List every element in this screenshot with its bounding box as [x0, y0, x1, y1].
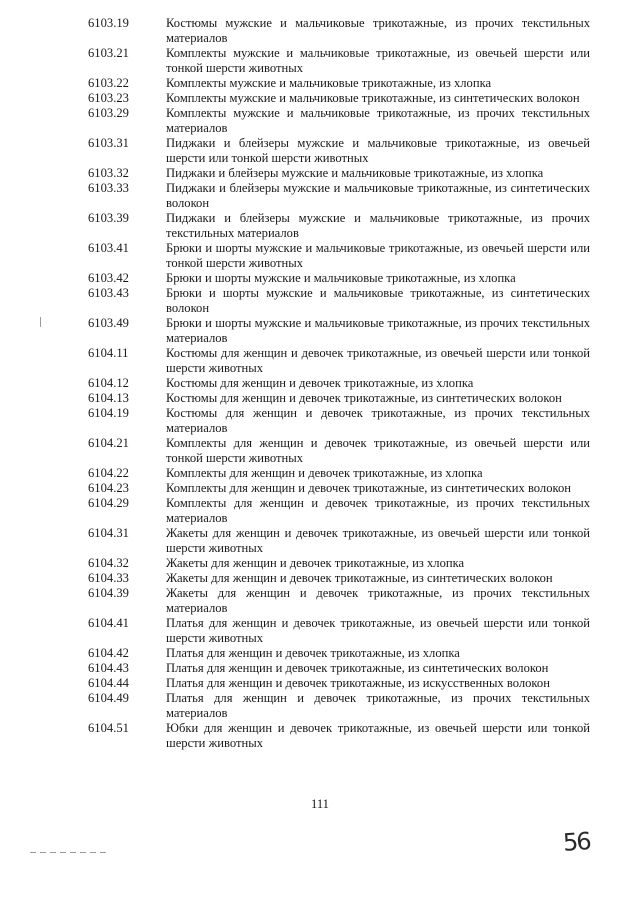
entry-code: 6103.42	[88, 271, 129, 285]
entry-description: Жакеты для женщин и девочек трикотажные, из прочих текстильных материалов	[166, 586, 590, 615]
code-entry	[88, 211, 590, 241]
entry-description: Брюки и шорты мужские и мальчиковые трикотажные, из хлопка	[166, 271, 516, 285]
entry-code: 6104.33	[88, 571, 129, 585]
entry-code: 6104.41	[88, 616, 129, 630]
entry-code: 6103.23	[88, 91, 129, 105]
entry-description: Платья для женщин и девочек трикотажные, из овечьей шерсти или тонкой шерсти животных	[166, 616, 590, 645]
entry-code: 6104.51	[88, 721, 129, 735]
entry-description: Костюмы для женщин и девочек трикотажные, из синтетических волокон	[166, 391, 562, 405]
code-entry	[88, 346, 590, 376]
entry-description: Костюмы для женщин и девочек трикотажные, из овечьей шерсти или тонкой шерсти животных	[166, 346, 590, 375]
code-entry	[88, 526, 590, 556]
code-entry	[88, 661, 590, 676]
code-entry	[88, 436, 590, 466]
entry-code: 6104.44	[88, 676, 129, 690]
handwritten-page-number: 56	[562, 827, 591, 857]
entry-code: 6103.49	[88, 316, 129, 330]
code-entry	[88, 466, 590, 481]
entry-description: Комплекты для женщин и девочек трикотажные, из прочих текстильных материалов	[166, 496, 590, 525]
entry-description: Юбки для женщин и девочек трикотажные, из овечьей шерсти или тонкой шерсти животных	[166, 721, 590, 750]
entry-description: Костюмы для женщин и девочек трикотажные, из прочих текстильных материалов	[166, 406, 590, 435]
code-entry	[88, 106, 590, 136]
entry-code: 6103.22	[88, 76, 129, 90]
entry-code: 6104.13	[88, 391, 129, 405]
code-entry	[88, 91, 590, 106]
code-entry	[88, 721, 590, 751]
code-entry	[88, 241, 590, 271]
entry-description: Комплекты мужские и мальчиковые трикотажные, из овечьей шерсти или тонкой шерсти животных	[166, 46, 590, 75]
scan-mark-dots	[30, 852, 110, 853]
entry-code: 6104.49	[88, 691, 129, 705]
entry-code: 6104.31	[88, 526, 129, 540]
entry-description: Комплекты для женщин и девочек трикотажные, из овечьей шерсти или тонкой шерсти животных	[166, 436, 590, 465]
entry-code: 6103.32	[88, 166, 129, 180]
code-entry	[88, 166, 590, 181]
entry-description: Пиджаки и блейзеры мужские и мальчиковые трикотажные, из хлопка	[166, 166, 544, 180]
entry-description: Платья для женщин и девочек трикотажные, из хлопка	[166, 646, 460, 660]
entry-description: Платья для женщин и девочек трикотажные, из искусственных волокон	[166, 676, 550, 690]
entry-description: Пиджаки и блейзеры мужские и мальчиковые трикотажные, из овечьей шерсти или тонкой шерсти животных	[166, 136, 590, 165]
code-entry	[88, 556, 590, 571]
entry-description: Комплекты мужские и мальчиковые трикотажные, из синтетических волокон	[166, 91, 580, 105]
code-entry	[88, 496, 590, 526]
code-entry	[88, 316, 590, 346]
entry-code: 6104.23	[88, 481, 129, 495]
entry-code: 6104.32	[88, 556, 129, 570]
entry-code: 6104.42	[88, 646, 129, 660]
code-entry	[88, 376, 590, 391]
entry-description: Жакеты для женщин и девочек трикотажные, из овечьей шерсти или тонкой шерсти животных	[166, 526, 590, 555]
entry-code: 6104.11	[88, 346, 129, 360]
entry-description: Комплекты для женщин и девочек трикотажные, из синтетических волокон	[166, 481, 572, 495]
entry-code: 6103.39	[88, 211, 129, 225]
entry-description: Брюки и шорты мужские и мальчиковые трикотажные, из синтетических волокон	[166, 286, 590, 315]
entry-description: Пиджаки и блейзеры мужские и мальчиковые трикотажные, из прочих текстильных материалов	[166, 211, 590, 240]
entry-code: 6103.33	[88, 181, 129, 195]
code-entry	[88, 136, 590, 166]
entry-code: 6103.41	[88, 241, 129, 255]
entry-code: 6104.43	[88, 661, 129, 675]
code-entry	[88, 391, 590, 406]
entry-description: Пиджаки и блейзеры мужские и мальчиковые трикотажные, из синтетических волокон	[166, 181, 590, 210]
code-entry	[88, 181, 590, 211]
entry-description: Жакеты для женщин и девочек трикотажные, из синтетических волокон	[166, 571, 553, 585]
scan-mark	[40, 317, 41, 327]
entry-code: 6103.21	[88, 46, 129, 60]
code-entry	[88, 46, 590, 76]
code-entry	[88, 406, 590, 436]
entry-code: 6104.12	[88, 376, 129, 390]
code-entry	[88, 691, 590, 721]
entry-description: Костюмы мужские и мальчиковые трикотажные, из прочих текстильных материалов	[166, 16, 590, 45]
code-entry	[88, 286, 590, 316]
code-entry	[88, 616, 590, 646]
code-entry	[88, 571, 590, 586]
entry-code: 6103.19	[88, 16, 129, 30]
entry-description: Жакеты для женщин и девочек трикотажные, из хлопка	[166, 556, 465, 570]
entry-description: Платья для женщин и девочек трикотажные, из прочих текстильных материалов	[166, 691, 590, 720]
page-number: 111	[311, 797, 329, 811]
code-entry	[88, 16, 590, 46]
entry-description: Комплекты мужские и мальчиковые трикотажные, из хлопка	[166, 76, 492, 90]
entry-code: 6104.22	[88, 466, 129, 480]
entry-code: 6104.29	[88, 496, 129, 510]
entry-description: Брюки и шорты мужские и мальчиковые трикотажные, из овечьей шерсти или тонкой шерсти животных	[166, 241, 590, 270]
entry-code: 6104.21	[88, 436, 129, 450]
entry-code: 6103.29	[88, 106, 129, 120]
entry-description: Костюмы для женщин и девочек трикотажные, из хлопка	[166, 376, 474, 390]
entry-description: Комплекты для женщин и девочек трикотажные, из хлопка	[166, 466, 483, 480]
code-entry	[88, 586, 590, 616]
code-entry	[88, 271, 590, 286]
entry-description: Брюки и шорты мужские и мальчиковые трикотажные, из прочих текстильных материалов	[166, 316, 590, 345]
code-entry	[88, 481, 590, 496]
entry-code: 6103.31	[88, 136, 129, 150]
code-entry	[88, 76, 590, 91]
entry-code: 6104.19	[88, 406, 129, 420]
code-list	[88, 16, 590, 751]
entry-description: Комплекты мужские и мальчиковые трикотажные, из прочих текстильных материалов	[166, 106, 590, 135]
code-entry	[88, 676, 590, 691]
entry-code: 6104.39	[88, 586, 129, 600]
entry-description: Платья для женщин и девочек трикотажные, из синтетических волокон	[166, 661, 549, 675]
entry-code: 6103.43	[88, 286, 129, 300]
code-entry	[88, 646, 590, 661]
